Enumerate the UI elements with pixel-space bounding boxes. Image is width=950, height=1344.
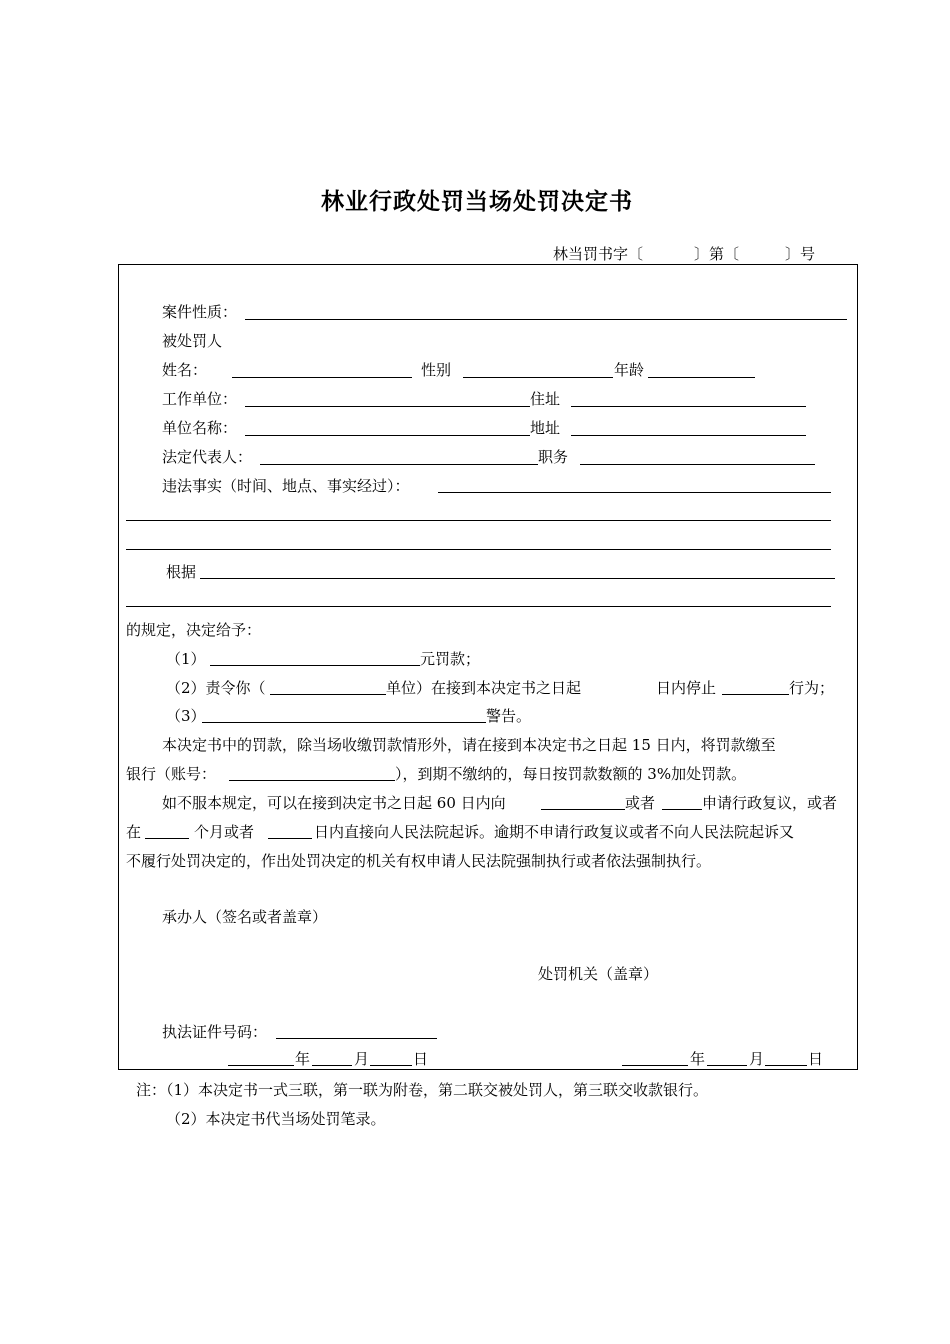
blank-cert-number[interactable] — [276, 1038, 437, 1039]
blank-penalty-3[interactable] — [202, 722, 486, 723]
month-label-left: 月 — [354, 1050, 370, 1068]
day-label-right: 日 — [808, 1050, 824, 1068]
blank-month-left[interactable] — [312, 1065, 352, 1066]
blank-review-body-2[interactable] — [662, 809, 702, 810]
penalty-2-suffix: 行为； — [789, 679, 835, 697]
label-facts: 违法事实（时间、地点、事实经过）： — [162, 477, 410, 495]
label-address: 地址 — [530, 419, 561, 437]
label-work-unit: 工作单位： — [162, 390, 238, 408]
note-2: （2）本决定书代当场处罚笔录。 — [166, 1110, 386, 1128]
label-age: 年龄 — [614, 361, 645, 379]
blank-facts-2[interactable] — [126, 520, 831, 521]
handler-signature-label: 承办人（签名或者盖章） — [162, 908, 328, 926]
penalty-1-number: （1） — [166, 650, 206, 668]
blank-order-party[interactable] — [270, 694, 386, 695]
blank-day-right[interactable] — [765, 1065, 807, 1066]
appeal-line-1-c: 申请行政复议，或者 — [702, 794, 838, 812]
blank-residence[interactable] — [571, 406, 806, 407]
blank-address[interactable] — [571, 435, 806, 436]
basis-provision-text: 的规定，决定给予： — [126, 621, 262, 639]
appeal-line-2-c: 日内直接向人民法院起诉。逾期不申请行政复议或者不向人民法院起诉又 — [314, 823, 795, 841]
year-label-right: 年 — [690, 1050, 706, 1068]
note-1: 注：（1）本决定书一式三联，第一联为附卷，第二联交被处罚人，第三联交收款银行。 — [136, 1081, 709, 1099]
doc-number-prefix: 林当罚书字〔 — [553, 245, 644, 263]
label-case-nature: 案件性质： — [162, 303, 238, 321]
appeal-line-1-a: 如不服本规定，可以在接到决定书之日起 60 日内向 — [162, 794, 506, 812]
label-residence: 住址 — [530, 390, 561, 408]
form-frame — [118, 264, 858, 1070]
label-unit-name: 单位名称： — [162, 419, 238, 437]
label-name: 姓名： — [162, 361, 208, 379]
blank-age[interactable] — [648, 377, 755, 378]
blank-gender[interactable] — [463, 377, 613, 378]
blank-facts-1[interactable] — [438, 492, 831, 493]
penalty-3-number: （3） — [166, 707, 206, 725]
penalty-2-mid: 单位）在接到本决定书之日起 — [386, 679, 582, 697]
blank-unit-name[interactable] — [245, 435, 530, 436]
blank-case-nature[interactable] — [245, 319, 847, 320]
label-penalized-party: 被处罚人 — [162, 332, 223, 350]
penalty-1-suffix: 元罚款； — [420, 650, 481, 668]
label-gender: 性别 — [421, 361, 452, 379]
blank-basis-1[interactable] — [200, 578, 835, 579]
blank-facts-3[interactable] — [126, 549, 831, 550]
cert-number-label: 执法证件号码： — [162, 1023, 268, 1041]
payment-line-1: 本决定书中的罚款，除当场收缴罚款情形外，请在接到本决定书之日起 15 日内，将罚款缴至 — [162, 736, 776, 754]
penalty-2-days: 日内停止 — [656, 679, 717, 697]
appeal-line-2-b: 个月或者 — [194, 823, 255, 841]
blank-month-right[interactable] — [707, 1065, 747, 1066]
appeal-line-2-a: 在 — [126, 823, 142, 841]
penalty-2-prefix: （2）责令你（ — [166, 679, 266, 697]
blank-position[interactable] — [580, 464, 815, 465]
year-label-left: 年 — [295, 1050, 311, 1068]
blank-fine-amount[interactable] — [210, 665, 420, 666]
doc-number-suffix: 〕号 — [785, 245, 816, 263]
label-legal-rep: 法定代表人： — [162, 448, 253, 466]
penalty-3-suffix: 警告。 — [486, 707, 532, 725]
payment-line-2-prefix: 银行（账号： — [126, 765, 217, 783]
blank-stop-action[interactable] — [722, 694, 789, 695]
blank-legal-rep[interactable] — [260, 464, 538, 465]
blank-months[interactable] — [145, 838, 189, 839]
blank-work-unit[interactable] — [245, 406, 530, 407]
blank-year-right[interactable] — [622, 1065, 688, 1066]
appeal-line-1-b: 或者 — [625, 794, 656, 812]
blank-bank-account[interactable] — [229, 780, 395, 781]
month-label-right: 月 — [749, 1050, 765, 1068]
blank-day-left[interactable] — [370, 1065, 412, 1066]
blank-year-left[interactable] — [228, 1065, 294, 1066]
authority-seal-label: 处罚机关（盖章） — [538, 965, 659, 983]
label-position: 职务 — [538, 448, 569, 466]
label-basis: 根据 — [166, 563, 197, 581]
appeal-line-3: 不履行处罚决定的，作出处罚决定的机关有权申请人民法院强制执行或者依法强制执行。 — [126, 852, 712, 870]
document-title: 林业行政处罚当场处罚决定书 — [321, 189, 633, 215]
blank-days[interactable] — [268, 838, 312, 839]
payment-line-2-suffix: ），到期不缴纳的，每日按罚款数额的 3%加处罚款。 — [395, 765, 747, 783]
blank-review-body-1[interactable] — [541, 809, 625, 810]
blank-name[interactable] — [232, 377, 412, 378]
doc-number-mid: 〕第〔 — [694, 245, 740, 263]
blank-basis-2[interactable] — [126, 606, 831, 607]
day-label-left: 日 — [413, 1050, 429, 1068]
